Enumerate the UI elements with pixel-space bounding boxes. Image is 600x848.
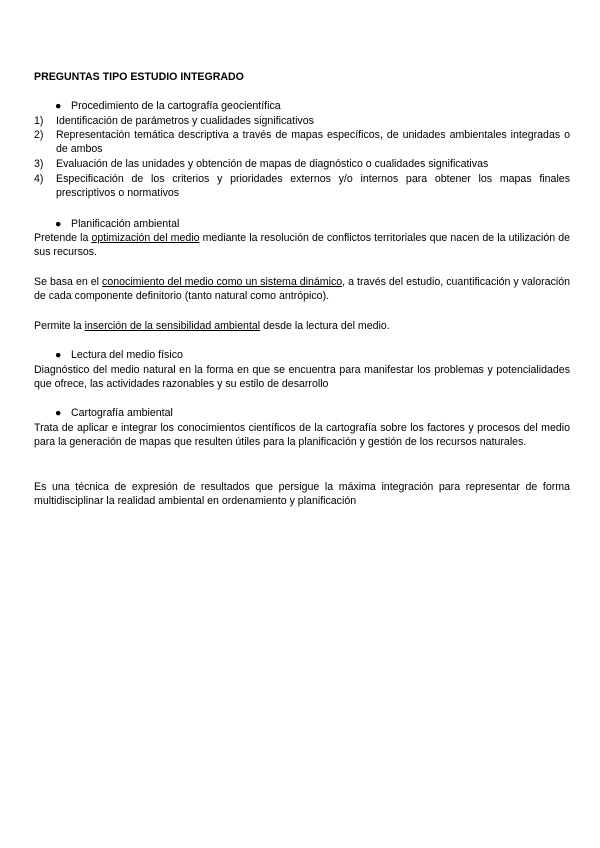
bullet-icon: ● [55,100,62,112]
paragraph: Pretende la optimización del medio mediante la resolución de conflictos territoriales que nacen de la utilización de sus recursos. [34,232,570,259]
numbered-item: 3) Evaluación de las unidades y obtención de mapas de diagnóstico o cualidades significativas [34,158,489,170]
paragraph: Trata de aplicar e integrar los conocimientos científicos de la cartografía sobre los factores y procesos del medio para la generación de mapas que resulten útiles para la planificación y gestión de los recursos naturales. [34,422,570,449]
section-heading-cartografia: ● Cartografía ambiental [55,407,173,419]
page-title: PREGUNTAS TIPO ESTUDIO INTEGRADO [34,71,244,83]
underlined-term: conocimiento del medio como un sistema dinámico [102,276,343,288]
bullet-icon: ● [55,349,62,361]
underlined-term: inserción de la sensibilidad ambiental [84,320,261,332]
numbered-item: 4) Especificación de los criterios y prioridades externos y/o internos para obtener los mapas finales prescriptivos o normativos [34,173,570,200]
numbered-item: 1) Identificación de parámetros y cualidades significativos [34,115,314,127]
section-heading-procedimiento: ● Procedimiento de la cartografía geocientífica [55,100,281,112]
section-heading-planificacion: ● Planificación ambiental [55,218,180,230]
section-heading-lectura: ● Lectura del medio físico [55,349,183,361]
bullet-icon: ● [55,218,62,230]
numbered-item: 2) Representación temática descriptiva a través de mapas específicos, de unidades ambientales integradas o de ambos [34,129,570,156]
paragraph: Permite la inserción de la sensibilidad ambiental desde la lectura del medio. [34,320,390,332]
paragraph: Diagnóstico del medio natural en la forma en que se encuentra para manifestar los problemas y potencialidades que ofrece, las actividades razonables y su estilo de desarrollo [34,364,570,391]
underlined-term: optimización del medio [91,232,200,244]
bullet-icon: ● [55,407,62,419]
paragraph: Se basa en el conocimiento del medio como un sistema dinámico, a través del estudio, cuantificación y valoración de cada componente definitorio (tanto natural como antrópico). [34,276,571,303]
paragraph: Es una técnica de expresión de resultados que persigue la máxima integración para representar de forma multidisciplinar la realidad ambiental en ordenamiento y planificación [34,481,570,508]
